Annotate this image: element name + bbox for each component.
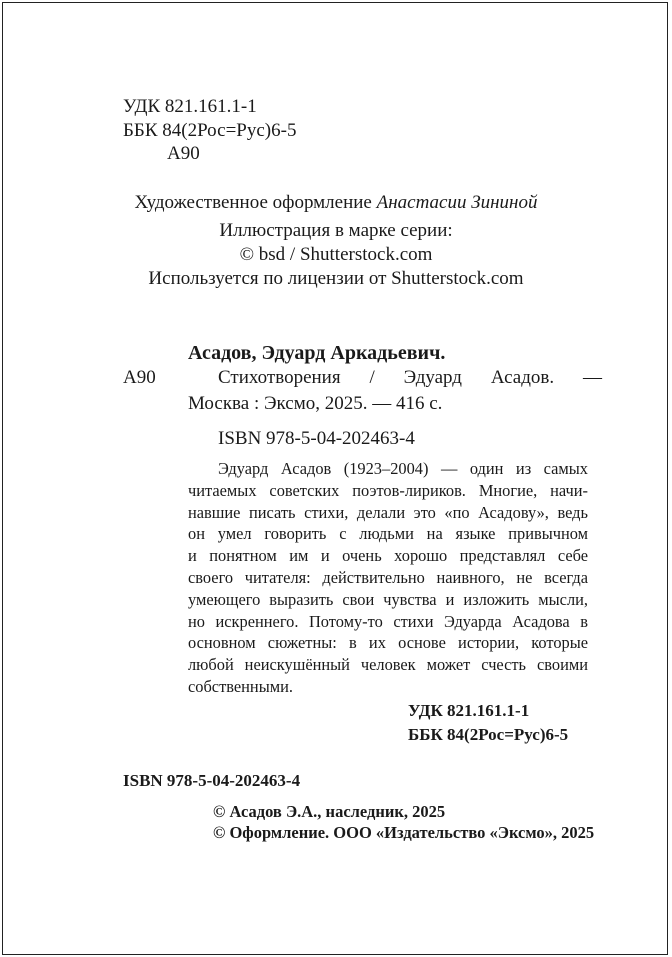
record-author: Асадов, Эдуард Аркадьевич.: [188, 342, 446, 364]
annotation-line: любой неискушённый человек может счесть своими: [188, 655, 588, 675]
annotation-line: и понятном им и очень хорошо представлял себе: [188, 546, 588, 566]
series-illustration-source: © bsd / Shutterstock.com: [239, 244, 433, 265]
record-title: Стихотворения / Эдуард Асадов. —: [218, 367, 602, 388]
annotation-line: собственными.: [188, 676, 293, 696]
annotation-line: Эдуард Асадов (1923–2004) — один из самых: [218, 459, 588, 478]
annotation: [188, 458, 588, 698]
annotation-line: своего читателя: действительно наивного, не всегда: [188, 567, 588, 587]
annotation-line: он умел говорить с людьми на языке привычном: [188, 524, 588, 544]
copyright-author: © Асадов Э.А., наследник, 2025: [213, 802, 446, 821]
record-mark: А90: [123, 367, 156, 388]
copyright-design: © Оформление. ООО «Издательство «Эксмо», 2025: [213, 823, 595, 842]
annotation-line: но искреннего. Потому-то стихи Эдуарда Асадова в: [188, 611, 588, 631]
udk-bottom: УДК 821.161.1-1: [408, 701, 530, 720]
art-design-name: Анастасии Зининой: [376, 192, 538, 213]
udk-top: УДК 821.161.1-1: [123, 96, 257, 117]
isbn-bottom: ISBN 978-5-04-202463-4: [123, 771, 301, 790]
author-mark-top: А90: [167, 143, 200, 164]
annotation-line: умеющего выразить свои чувства и изложить мысли,: [188, 589, 588, 609]
record-imprint: Москва : Эксмо, 2025. — 416 с.: [188, 393, 443, 414]
bbk-top: ББК 84(2Рос=Рус)6-5: [123, 120, 297, 141]
art-design-label: Художественное оформление: [134, 192, 372, 213]
annotation-line: навшие писать стихи, делали это «по Асадову», ведь: [188, 502, 588, 522]
annotation-line: читаемых советских поэтов-лириков. Многие, начи-: [188, 480, 588, 500]
bbk-bottom: ББК 84(2Рос=Рус)6-5: [408, 725, 569, 744]
annotation-line: основном сюжетны: в их основе истории, которые: [188, 633, 588, 653]
record-isbn: ISBN 978-5-04-202463-4: [218, 428, 415, 449]
art-design-line: [0, 192, 672, 214]
series-illustration-label: Иллюстрация в марке серии:: [219, 220, 453, 241]
license-line: Используется по лицензии от Shutterstock.com: [148, 268, 524, 289]
